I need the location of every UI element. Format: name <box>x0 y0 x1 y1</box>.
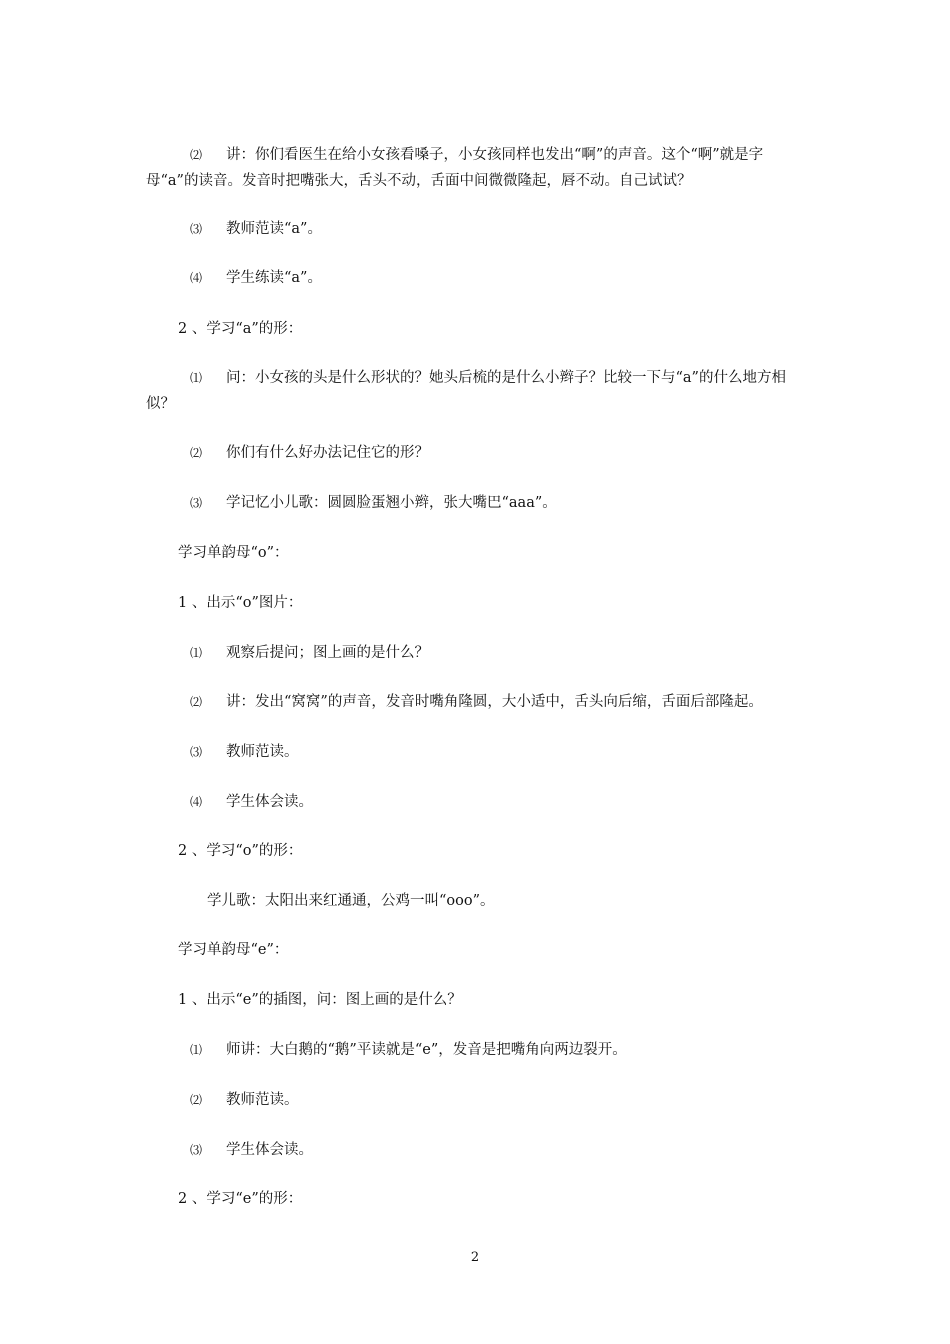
paragraph-text: 学记忆小儿歌：圆圆脸蛋翘小辫，张大嘴巴“aaa”。 <box>226 495 557 511</box>
item-number: ⑴ <box>190 371 203 385</box>
paragraph-text: 讲：发出“窝窝”的声音，发音时嘴角隆圆，大小适中，舌头向后缩，舌面后部隆起。 <box>226 694 763 710</box>
paragraph-text: 教师范读“a”。 <box>226 221 322 237</box>
paragraph-text: 观察后提问；图上画的是什么？ <box>226 645 429 661</box>
section-heading-a-shape: 2 、学习“a”的形： <box>178 321 303 337</box>
item-number: ⑵ <box>190 148 203 162</box>
paragraph-text: 讲：你们看医生在给小女孩看嗓子，小女孩同样也发出“啊”的声音。这个“啊”就是字母“a”的读音。发音时把嘴张大，舌头不动，舌面中间微微隆起，唇不动。自己试试？ <box>146 147 764 189</box>
paragraph-observe <box>190 642 429 664</box>
paragraph-rhyme-o: 学儿歌：太阳出来红通通，公鸡一叫“ooo”。 <box>207 893 495 909</box>
item-number: ⑶ <box>190 222 203 236</box>
paragraph-memory-method <box>190 442 429 464</box>
paragraph-text: 学生体会读。 <box>226 1142 313 1158</box>
section-heading-o: 学习单韵母“o”： <box>178 545 289 561</box>
paragraph-text: 你们有什么好办法记住它的形？ <box>226 445 429 461</box>
item-number: ⑶ <box>190 496 203 510</box>
item-number: ⑷ <box>190 271 203 285</box>
item-number: ⑶ <box>190 1143 203 1157</box>
paragraph-question <box>146 365 812 417</box>
section-heading-o-picture: 1 、出示“o”图片： <box>178 595 303 611</box>
paragraph-text: 师讲：大白鹅的“鹅”平读就是“e”，发音是把嘴角向两边裂开。 <box>226 1042 627 1058</box>
paragraph-student-read-o <box>190 791 313 813</box>
paragraph-teacher-read-e <box>190 1089 299 1111</box>
section-heading-e: 学习单韵母“e”： <box>178 942 289 958</box>
section-heading-e-picture: 1 、出示“e”的插图，问：图上画的是什么？ <box>178 992 462 1008</box>
paragraph-o-sound <box>190 691 763 713</box>
item-number: ⑴ <box>190 1043 203 1057</box>
paragraph-step-4 <box>190 267 322 289</box>
section-heading-e-shape: 2 、学习“e”的形： <box>178 1191 303 1207</box>
section-heading-o-shape: 2 、学习“o”的形： <box>178 843 303 859</box>
page-number: 2 <box>470 1250 480 1265</box>
paragraph-text: 问：小女孩的头是什么形状的？她头后梳的是什么小辫子？比较一下与“a”的什么地方相似？ <box>146 370 786 412</box>
paragraph-step-2-speak <box>146 142 812 194</box>
item-number: ⑵ <box>190 446 203 460</box>
paragraph-student-read-e <box>190 1139 313 1161</box>
paragraph-teacher-read-o <box>190 741 299 763</box>
paragraph-e-sound <box>190 1039 627 1061</box>
item-number: ⑵ <box>190 695 203 709</box>
paragraph-text: 教师范读。 <box>226 1092 299 1108</box>
item-number: ⑶ <box>190 745 203 759</box>
item-number: ⑴ <box>190 646 203 660</box>
item-number: ⑵ <box>190 1093 203 1107</box>
paragraph-text: 教师范读。 <box>226 744 299 760</box>
paragraph-text: 学生练读“a”。 <box>226 270 322 286</box>
paragraph-text: 学生体会读。 <box>226 794 313 810</box>
paragraph-step-3 <box>190 218 322 240</box>
item-number: ⑷ <box>190 795 203 809</box>
paragraph-rhyme-a <box>190 492 557 514</box>
